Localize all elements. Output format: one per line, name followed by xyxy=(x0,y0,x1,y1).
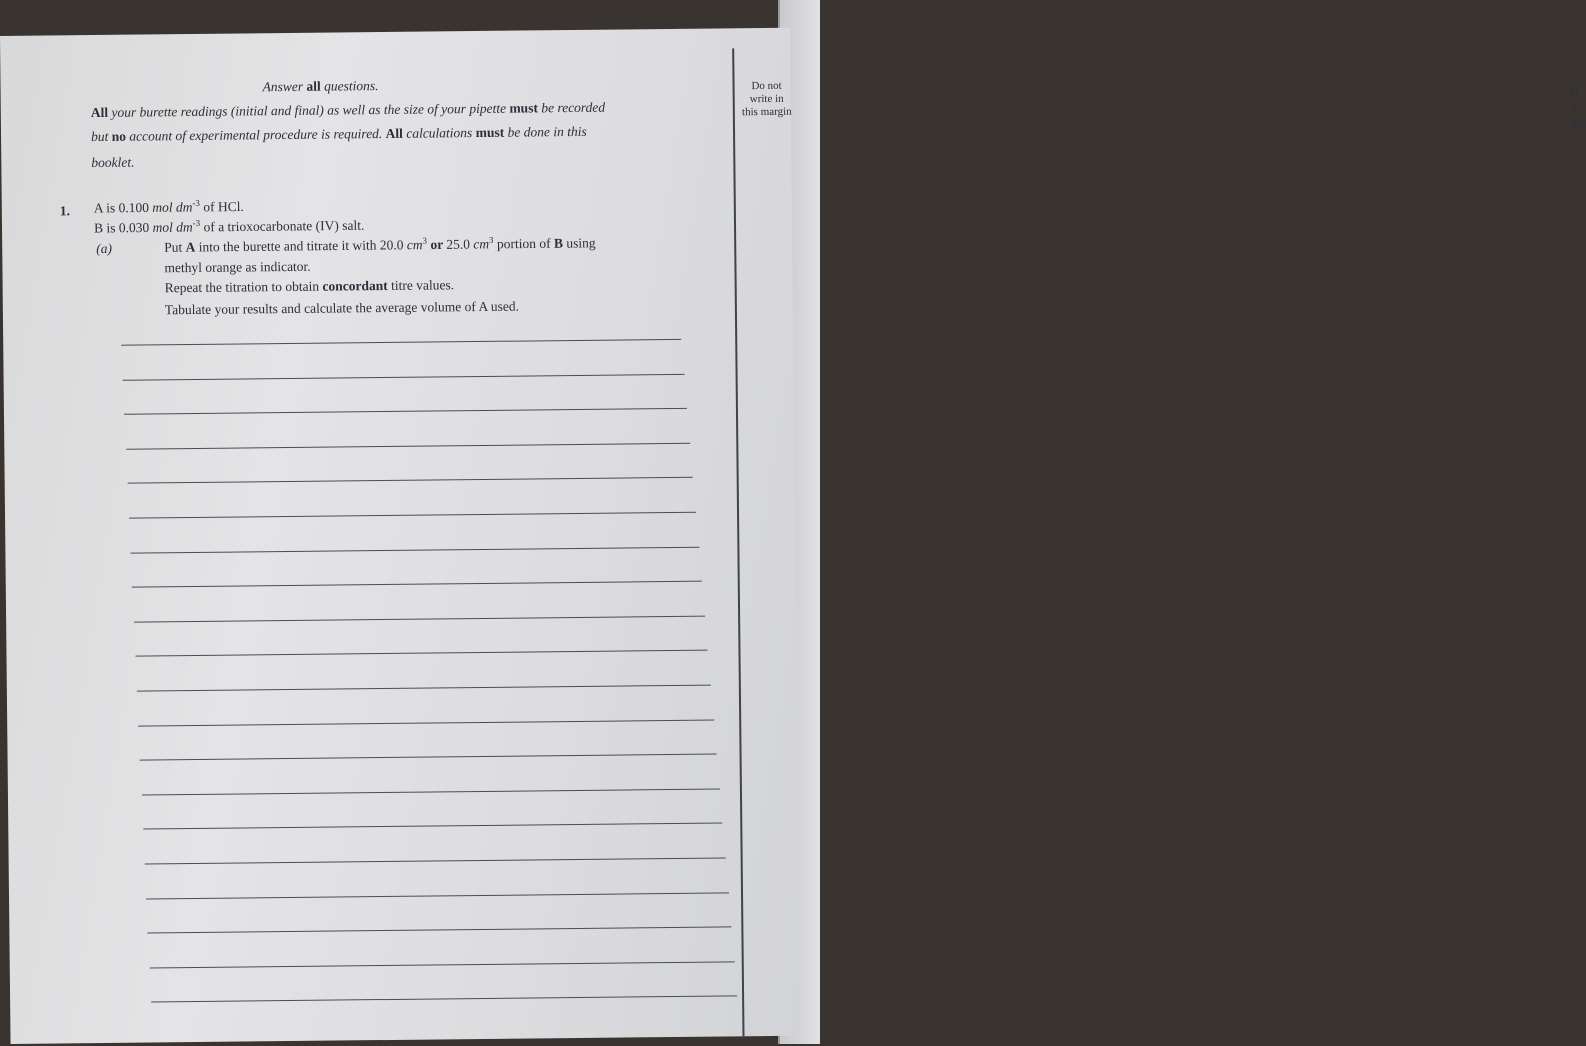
answer-line[interactable] xyxy=(124,408,687,415)
answer-line[interactable] xyxy=(121,339,681,346)
answer-line[interactable] xyxy=(123,373,684,380)
instructions-heading: Answer all questions. xyxy=(262,78,379,95)
answer-lines xyxy=(0,28,790,36)
instructions-line-1: All your burette readings (initial and final) as well as the size of your pipette must be recorded xyxy=(90,99,606,121)
answer-line[interactable] xyxy=(148,927,732,934)
answer-line[interactable] xyxy=(146,892,728,899)
instructions-line-3: booklet. xyxy=(91,154,135,171)
answer-line[interactable] xyxy=(131,546,699,553)
solution-a-line: A is 0.100 mol $dm^{-3}$ of HCl. xyxy=(93,197,244,216)
answer-line[interactable] xyxy=(127,477,693,484)
question-number: 1. xyxy=(59,203,71,219)
part-label: (a) xyxy=(96,240,113,257)
margin-rule xyxy=(732,48,744,1038)
answer-line[interactable] xyxy=(149,961,734,968)
exam-page xyxy=(0,28,801,1044)
part-a-line-2: methyl orange as indicator. xyxy=(164,258,311,276)
solution-b-line: B is 0.030 mol $dm^{-3}$ of a trioxocarbonate (IV) salt. xyxy=(93,217,365,236)
answer-line[interactable] xyxy=(126,443,690,450)
answer-line[interactable] xyxy=(151,996,738,1003)
answer-line[interactable] xyxy=(138,719,713,726)
next-page-margin-note: D w this xyxy=(1570,86,1586,130)
answer-line[interactable] xyxy=(135,650,708,657)
answer-line[interactable] xyxy=(145,857,726,864)
answer-line[interactable] xyxy=(137,685,711,692)
instructions-line-2: but no account of experimental procedure is required. All calculations must be done in this xyxy=(90,123,587,145)
answer-line[interactable] xyxy=(134,615,705,622)
answer-line[interactable] xyxy=(129,512,696,519)
answer-line[interactable] xyxy=(140,754,717,761)
part-a-line-4: Tabulate your results and calculate the average volume of A used. xyxy=(164,298,519,318)
margin-note: Do not write in this margin xyxy=(741,79,792,119)
answer-line[interactable] xyxy=(132,581,702,588)
part-a-line-1: Put A into the burette and titrate it with 20.0 $cm^3$ or 25.0 $cm^3$ portion of B using xyxy=(164,234,596,255)
part-a-line-3: Repeat the titration to obtain concordant titre values. xyxy=(164,277,455,296)
answer-line[interactable] xyxy=(143,823,723,830)
answer-line[interactable] xyxy=(142,788,720,795)
